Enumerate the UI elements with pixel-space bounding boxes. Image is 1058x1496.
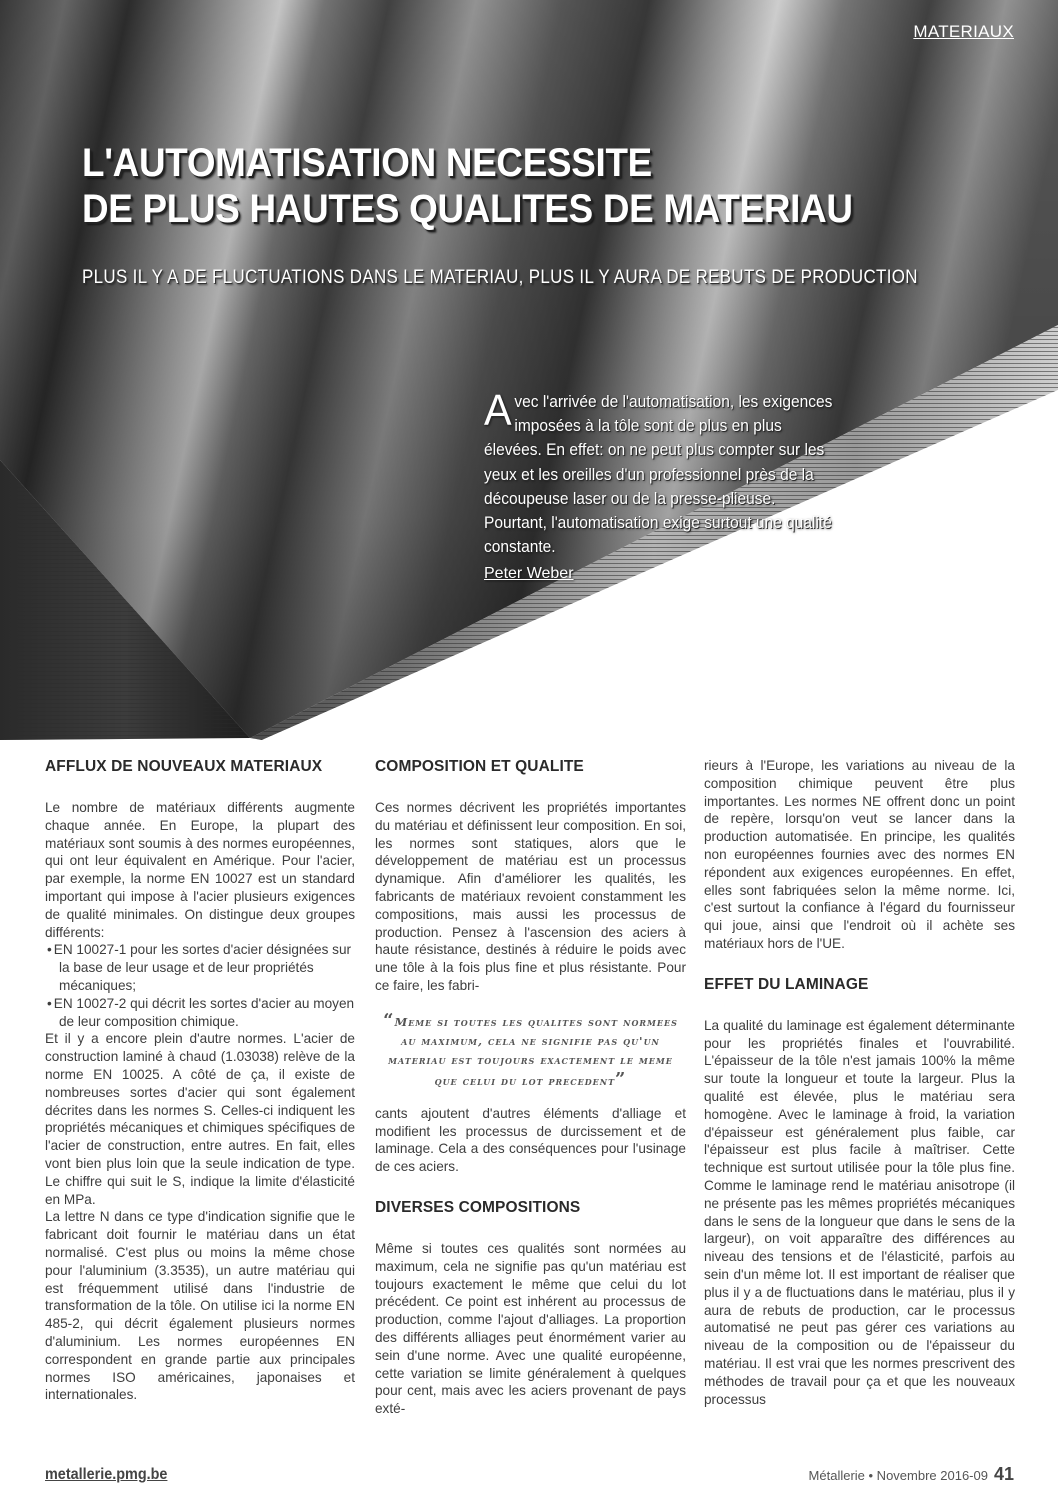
drop-cap: A [484, 386, 512, 435]
heading-afflux: AFFLUX DE NOUVEAUX MATERIAUX [45, 758, 323, 775]
heading-composition: COMPOSITION ET QUALITE [375, 758, 584, 775]
col2-paragraph-2: cants ajoutent d'autres éléments d'alliage et modifient les processus de durcissement et de laminage. Cela a des conséquences pour l'usinage de ces aciers. [375, 1105, 686, 1175]
issue-label: Métallerie • Novembre 2016-09 [808, 1468, 988, 1483]
pull-quote-text: Meme si toutes les qualites sont normees au maximum, cela ne signifie pas qu'un materiau est toujours exactement le meme que celui du lot precedent [388, 1014, 678, 1088]
metal-sheet-stack-illustration [0, 0, 1058, 740]
hero-image-metal-sheets [0, 0, 1058, 740]
norm-list [45, 941, 355, 1030]
col3-paragraph-1: rieurs à l'Europe, les variations au niveau de la composition chimique peuvent être plus importantes. Les normes NE offrent donc un point de repère, lorsqu'on veut se lancer dans la production automatisée. En principe, les qualités non européennes fournies avec des normes EN répondent aux exigences européennes. En effet, elles sont fabriquées selon la même norme. Ici, c'est surtout la confiance à l'égard du fournisseur qui joue, ainsi que l'endroit où il achète ses matériaux hors de l'UE. [704, 758, 1015, 951]
col3-paragraph-2: La qualité du laminage est également déterminante pour les propriétés finales et l'ouvrabilité. L'épaisseur de la tôle n'est jamais 100% la même sur toute la longueur et toute la largeur. Plus la qualité est élevée, plus le matériau sera homogène. Avec le laminage à froid, la variation d'épaisseur est généralement plus faible, car l'épaisseur est plus facile à maîtriser. Cette technique est surtout utilisée pour la tôle plus fine. Comme le laminage rend le matériau anisotrope (il ne présente pas les mêmes propriétés mécaniques dans le sens de la longueur que dans le sens de la largeur), on voit apparaître des différences au niveau des tensions et de l'élasticité, parfois au sein d'un même lot. Il est important de réaliser que plus il y a de fluctuations dans le matériau, plus il y aura de rebuts de production, car le processus automatisé ne peut pas gérer ces variations au niveau de la composition ou de l'épaisseur du matériau. Il est vrai que les normes prescrivent des méthodes de travail pour ça et que les nouveaux processus [704, 1017, 1015, 1407]
col1-paragraph-3: La lettre N dans ce type d'indication signifie que le fabricant doit fournir le matériau dans un état normalisé. C'est plus ou moins la même chose pour l'aluminium (3.3535), un autre matériau qui est fréquemment utilisé dans l'industrie de transformation de la tôle. On utilise ici la norme EN 485-2, qui décrit également plusieurs normes d'aluminium. Les normes européennes EN correspondent en grande partie aux principales normes ISO américaines, japonaises et internationales. [45, 1209, 355, 1403]
col2-paragraph-3: Même si toutes ces qualités sont normées au maximum, cela ne signifie pas qu'un matériau est toujours exactement le même que celui du lot précédent. Ce point est inhérent au processus de production, comme l'ajout d'alliages. La proportion des différents alliages peut énormément varier au sein d'une norme. Avec une qualité européenne, cette variation se limite généralement à quelques pour cent, mais avec les aciers provenant de pays exté- [375, 1240, 686, 1417]
norm-list-item-2: • EN 10027-2 qui décrit les sortes d'acier au moyen de leur composition chimique. [45, 995, 355, 1031]
author-byline[interactable]: Peter Weber [484, 565, 574, 582]
article-subtitle: PLUS IL Y A DE FLUCTUATIONS DANS LE MATERIAU, PLUS IL Y AURA DE REBUTS DE PRODUCTION [82, 267, 918, 288]
title-line-1: L'AUTOMATISATION NECESSITE [82, 141, 652, 185]
lead-paragraph [484, 386, 841, 559]
lead-text: vec l'arrivée de l'automatisation, les exigences imposées à la tôle sont de plus en plus élevées. En effet: on ne peut plus compter sur les yeux et les oreilles d'un professionnel près de la découpeuse laser ou de la presse-plieuse. Pourtant, l'automatisation exige surtout une qualité constante. [484, 393, 833, 557]
norm-list-item-1: • EN 10027-1 pour les sortes d'acier désignées sur la base de leur usage et de leur propriétés mécaniques; [45, 941, 355, 994]
article-title [82, 140, 928, 232]
page-number: 41 [993, 1464, 1014, 1484]
quote-open-mark: “ [383, 1009, 395, 1031]
col2-paragraph-1: Ces normes décrivent les propriétés importantes du matériau et définissent leur composition. En soi, les normes sont statiques, alors que le développement de matériau est un processus dynamique. Afin d'améliorer les qualités, les fabricants de matériaux revoient constamment les compositions, mais aussi les processus de production. Pensez à l'ascension des aciers à haute résistance, destinés à réduire le poids avec une tôle à la fois plus fine et plus résistante. Pour ce faire, les fabri- [375, 800, 686, 993]
footer-website-link[interactable]: metallerie.pmg.be [45, 1466, 168, 1483]
column-1 [45, 757, 355, 1404]
heading-laminage: EFFET DU LAMINAGE [704, 975, 869, 993]
col1-paragraph-2: Et il y a encore plein d'autre normes. L'acier de construction laminé à chaud (1.03038) relève de la norme EN 10025. A côté de ça, il existe de nombreuses sortes d'acier qui sont également décrites dans les normes S. Celles-ci indiquent les propriétés mécaniques et chimiques spécifiques de l'acier de construction, entre autres. En fait, elles vont bien plus loin que la seule indication de type. Le chiffre qui suit le S, indique la limite d'élasticité en MPa. [45, 1031, 355, 1207]
quote-close-mark: ” [615, 1068, 627, 1090]
heading-diverses: DIVERSES COMPOSITIONS [375, 1198, 581, 1216]
column-2 [375, 757, 686, 1418]
title-line-2: DE PLUS HAUTES QUALITES DE MATERIAU [82, 187, 853, 231]
section-label: MATERIAUX [913, 22, 1014, 41]
pull-quote [383, 1011, 678, 1091]
column-3 [704, 757, 1015, 1408]
footer-issue-info [809, 1464, 1014, 1485]
col1-paragraph-1: Le nombre de matériaux différents augmente chaque année. En Europe, la plupart des matériaux sont soumis à des normes européennes, qui ont leur équivalent en Amérique. Pour l'acier, par exemple, la norme EN 10027 est un standard important qui impose à l'acier plusieurs exigences de qualité minimales. On distingue deux groupes différents: [45, 800, 355, 940]
